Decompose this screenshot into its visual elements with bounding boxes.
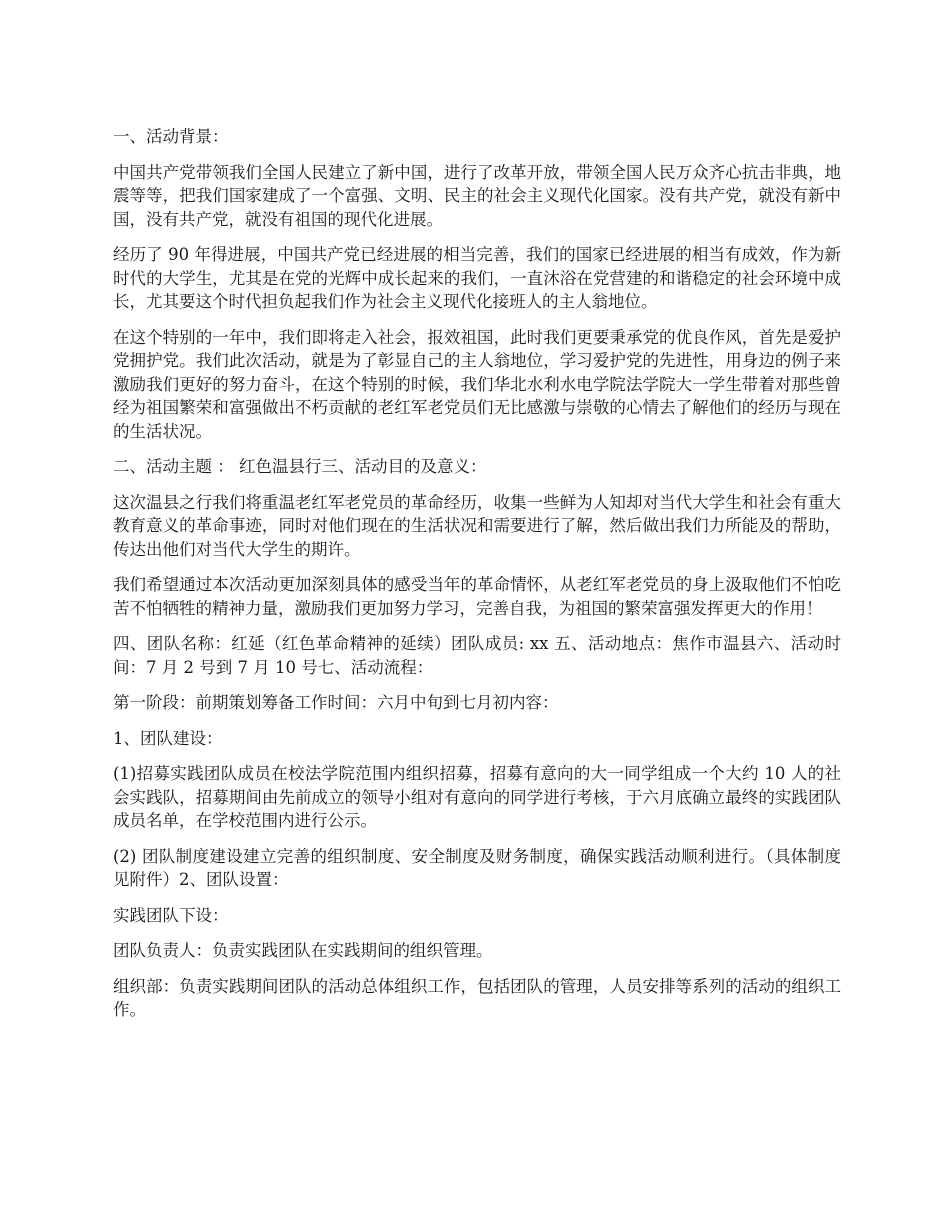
paragraph-organization-dept: 组织部：负责实践期间团队的活动总体组织工作，包括团队的管理，人员安排等系列的活动的组织工作。 [113, 976, 841, 1019]
document-body [113, 125, 841, 1034]
section-heading-background: 一、活动背景： [113, 127, 229, 146]
section-heading-theme-purpose: 二、活动主题 ： 红色温县行三、活动目的及意义： [113, 457, 487, 476]
paragraph-purpose-2: 我们希望通过本次活动更加深刻具体的感受当年的革命情怀，从老红军老党员的身上汲取他们不怕吃苦不怕牺牲的精神力量，激励我们更加努力学习，完善自我，为祖国的繁荣富强发挥更大的作用！ [113, 575, 841, 618]
paragraph-team-location-time: 四、团队名称：红延（红色革命精神的延续）团队成员: xx 五、活动地点：焦作市温县六、活动时间：7 月 2 号到 7 月 10 号七、活动流程： [113, 634, 841, 677]
paragraph-team-leader: 团队负责人：负责实践团队在实践期间的组织管理。 [113, 941, 493, 960]
paragraph-phase-one: 第一阶段：前期策划筹备工作时间：六月中旬到七月初内容： [113, 693, 559, 712]
paragraph-team-structure: 实践团队下设： [113, 905, 229, 925]
paragraph-purpose-1: 这次温县之行我们将重温老红军老党员的革命经历，收集一些鲜为人知却对当代大学生和社会有重大教育意义的革命事迹，同时对他们现在的生活状况和需要进行了解，然后做出我们力所能及的帮助，传达出他们对当代大学生的期许。 [113, 492, 841, 559]
paragraph-background-1: 中国共产党带领我们全国人民建立了新中国，进行了改革开放，带领全国人民万众齐心抗击非典，地震等等，把我们国家建成了一个富强、文明、民主的社会主义现代化国家。没有共产党，就没有新中国，没有共产党，就没有祖国的现代化进展。 [113, 162, 841, 229]
paragraph-recruitment: (1)招募实践团队成员在校法学院范围内组织招募，招募有意向的大一同学组成一个大约 10 人的社会实践队，招募期间由先前成立的领导小组对有意向的同学进行考核，于六月底确立最终的实践团队成员名单，在学校范围内进行公示。 [113, 764, 841, 830]
paragraph-team-rules: (2) 团队制度建设建立完善的组织制度、安全制度及财务制度，确保实践活动顺利进行。（具体制度见附件）2、团队设置： [113, 846, 841, 889]
paragraph-background-3: 在这个特别的一年中，我们即将走入社会，报效祖国，此时我们更要秉承党的优良作风，首先是爱护党拥护党。我们此次活动，就是为了彰显自己的主人翁地位，学习爱护党的先进性，用身边的例子来激励我们更好的努力奋斗，在这个特别的时候，我们华北水利水电学院法学院大一学生带着对那些曾经为祖国繁荣和富强做出不朽贡献的老红军老党员们无比感激与崇敬的心情去了解他们的经历与现在的生活状况。 [113, 327, 841, 441]
paragraph-team-building: 1、团队建设： [113, 728, 223, 748]
paragraph-background-2: 经历了 90 年得进展，中国共产党已经进展的相当完善，我们的国家已经进展的相当有成效，作为新时代的大学生，尤其是在党的光辉中成长起来的我们，一直沐浴在党营建的和谐稳定的社会环境中成长，尤其要这个时代担负起我们作为社会主义现代化接班人的主人翁地位。 [113, 245, 841, 311]
